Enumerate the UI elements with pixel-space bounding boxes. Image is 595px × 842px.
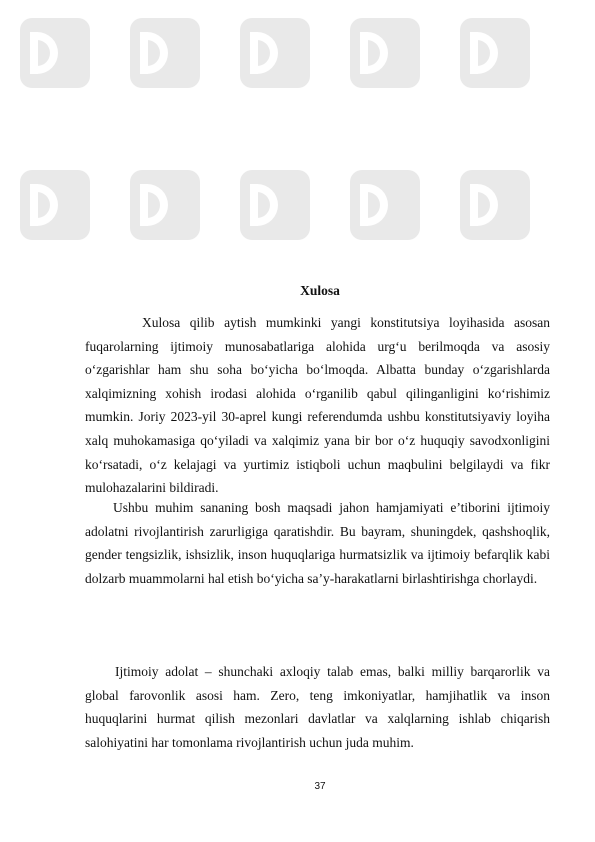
logo-watermark-icon (460, 170, 530, 240)
logo-watermark-icon (350, 170, 420, 240)
document-title: Xulosa (300, 283, 340, 298)
logo-watermark-icon (240, 170, 310, 240)
paragraph: Xulosa qilib aytish mumkinki yangi konstitutsiya loyihasida asosan fuqarolarning ijtimoiy munosabatlariga alohida urg‘u berilmoqda va asosiy o‘zgarishlar ham shu soha bo‘yicha bo‘lmoqda. Albatta bunday o‘zgarishlarda xalqimizning xohish irodasi alohida o‘rganilib qabul qilinganligini ko‘rishimiz mumkin. Joriy 2023-yil 30-aprel kungi referendumda ushbu konstitutsiyaviy loyiha xalq muhokamasiga qo‘yiladi va xalqimiz yana bir bor o‘z huquqiy savodxonligini ko‘rsatadi, o‘z kelajagi va yurtimiz istiqboli uchun maqbulini belgilaydi va fikr mulohazalarini bildiradi. (85, 315, 550, 496)
logo-watermark-icon (130, 170, 200, 240)
logo-watermark-icon (240, 18, 310, 88)
logo-watermark-icon (20, 170, 90, 240)
logo-watermark-icon (20, 18, 90, 88)
page-number: 37 (314, 781, 326, 792)
paragraph: Ushbu muhim sananing bosh maqsadi jahon hamjamiyati e’tiborini ijtimoiy adolatni rivojlantirish zarurligiga qaratishdir. Bu bayram, shuningdek, qashshoqlik, gender tengsizlik, ishsizlik, inson huquqlariga hurmatsizlik va ijtimoiy befarqlik kabi dolzarb muammolarni hal etish bo‘yicha sa’y-harakatlarni birlashtirishga chorlaydi. (85, 500, 550, 586)
logo-watermark-icon (350, 18, 420, 88)
paragraph: Ijtimoiy adolat – shunchaki axloqiy talab emas, balki milliy barqarorlik va global farovonlik asosi ham. Zero, teng imkoniyatlar, hamjihatlik va inson huquqlarini hurmat qilish mezonlari davlatlar va xalqlarning ishlab chiqarish salohiyatini har tomonlama rivojlantirish uchun juda muhim. (85, 664, 550, 750)
logo-watermark-icon (460, 18, 530, 88)
logo-watermark-icon (130, 18, 200, 88)
